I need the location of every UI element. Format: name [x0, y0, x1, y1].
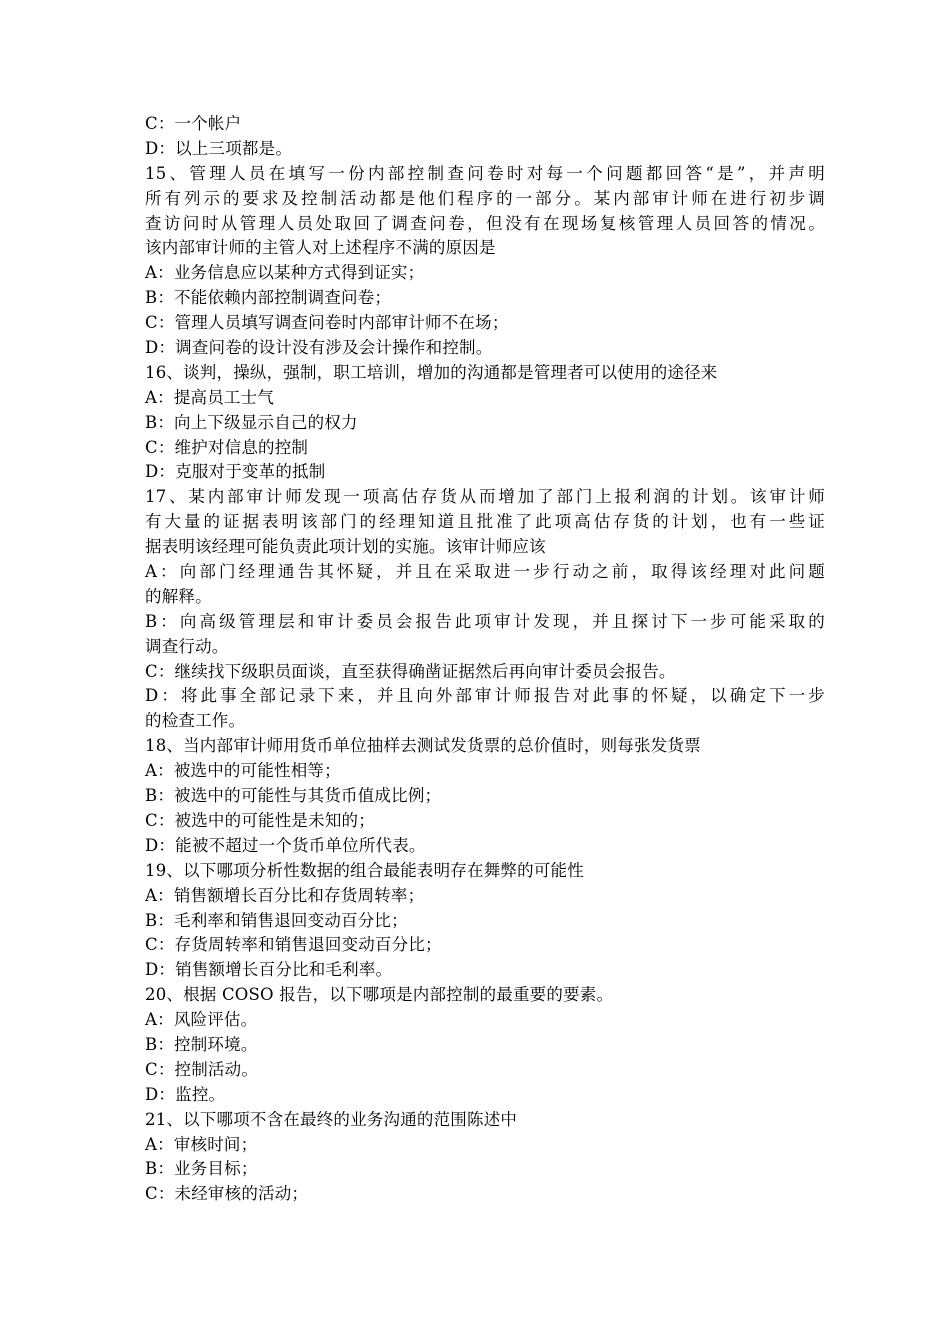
text-line: C：控制活动。: [145, 1059, 259, 1079]
text-line: C：维护对信息的控制: [145, 437, 309, 457]
text-line: B：被选中的可能性与其货币值成比例；: [145, 786, 442, 806]
text-line: A：向部门经理通告其怀疑，并且在采取进一步行动之前，取得该经理对此问题: [145, 562, 825, 582]
document-page: [145, 112, 825, 1207]
text-line: 据表明该经理可能负责此项计划的实施。该审计师应该: [145, 537, 546, 557]
text-line: 17、某内部审计师发现一项高估存货从而增加了部门上报利润的计划。该审计师: [145, 487, 825, 507]
text-line: C：一个帐户: [145, 114, 242, 133]
text-line: 调查行动。: [145, 636, 229, 656]
text-line: 19、以下哪项分析性数据的组合最能表明存在舞弊的可能性: [145, 860, 584, 880]
text-line: B：不能依赖内部控制调查问卷；: [145, 288, 392, 308]
text-line: 有大量的证据表明该部门的经理知道且批准了此项高估存货的计划，也有一些证: [145, 512, 825, 532]
text-line: 18、当内部审计师用货币单位抽样去测试发货票的总价值时，则每张发货票: [145, 736, 701, 756]
text-line: 的解释。: [145, 586, 212, 606]
text-line: A：审核时间；: [145, 1134, 258, 1154]
text-line: A：销售额增长百分比和存货周转率；: [145, 885, 425, 905]
text-line: 21、以下哪项不含在最终的业务沟通的范围陈述中: [145, 1109, 518, 1129]
text-line: D：克服对于变革的抵制: [145, 462, 326, 482]
text-line: 的检查工作。: [145, 711, 246, 731]
text-line: B：向上下级显示自己的权力: [145, 412, 358, 432]
text-line: B：业务目标；: [145, 1159, 258, 1179]
text-line: C：管理人员填写调查问卷时内部审计师不在场；: [145, 313, 509, 333]
text-line: 20、根据 COSO 报告，以下哪项是内部控制的最重要的要素。: [145, 985, 614, 1005]
text-line: A：业务信息应以某种方式得到证实；: [145, 263, 425, 283]
text-line: D：调查问卷的设计没有涉及会计操作和控制。: [145, 338, 493, 358]
text-line: 该内部审计师的主管人对上述程序不满的原因是: [145, 238, 496, 258]
text-line: 16、谈判，操纵，强制，职工培训，增加的沟通都是管理者可以使用的途径来: [145, 362, 718, 382]
text-line: B：毛利率和销售退回变动百分比；: [145, 910, 408, 930]
text-line: D：将此事全部记录下来，并且向外部审计师报告对此事的怀疑，以确定下一步: [145, 686, 825, 706]
text-line: A：被选中的可能性相等；: [145, 761, 341, 781]
text-line: A：风险评估。: [145, 1010, 258, 1030]
text-line: C：存货周转率和销售退回变动百分比；: [145, 935, 442, 955]
text-line: 15、管理人员在填写一份内部控制查问卷时对每一个问题都回答“是”，并声明: [145, 163, 825, 183]
text-line: 查访问时从管理人员处取回了调查问卷，但没有在现场复核管理人员回答的情况。: [145, 213, 825, 233]
text-line: B：向高级管理层和审计委员会报告此项审计发现，并且探讨下一步可能采取的: [145, 611, 825, 631]
text-line: B：控制环境。: [145, 1034, 258, 1054]
text-line: C：被选中的可能性是未知的；: [145, 810, 375, 830]
text-line: D：销售额增长百分比和毛利率。: [145, 960, 393, 980]
text-line: 所有列示的要求及控制活动都是他们程序的一部分。某内部审计师在进行初步调: [145, 188, 825, 208]
text-line: A：提高员工士气: [145, 387, 275, 407]
text-line: D：监控。: [145, 1084, 226, 1104]
text-line: D：能被不超过一个货币单位所代表。: [145, 835, 426, 855]
text-line: C：未经审核的活动；: [145, 1184, 309, 1204]
text-line: C：继续找下级职员面谈，直至获得确凿证据然后再向审计委员会报告。: [145, 661, 676, 681]
text-line: D：以上三项都是。: [145, 138, 293, 158]
